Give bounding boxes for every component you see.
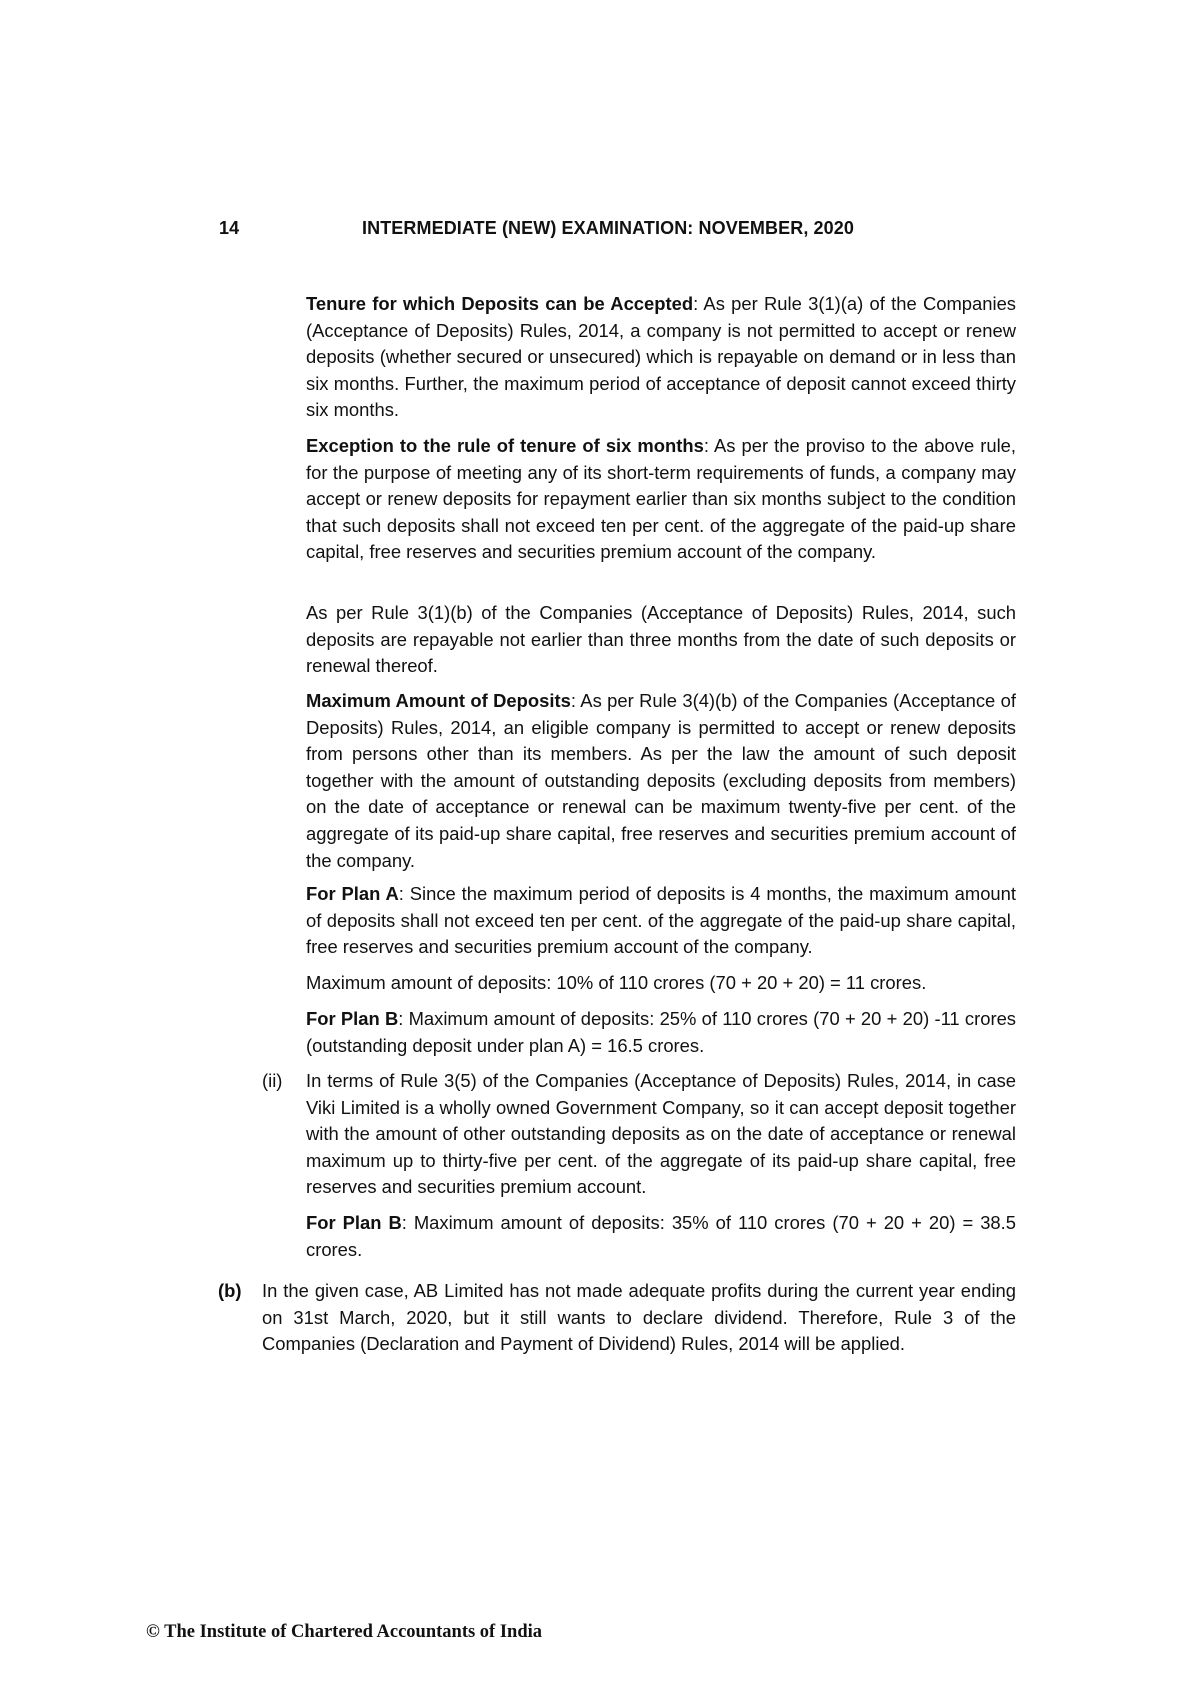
paragraph-heading: For Plan B: [306, 1008, 399, 1029]
paragraph-government-plan-b: [306, 1210, 1016, 1263]
paragraph-text: In terms of Rule 3(5) of the Companies (Acceptance of Deposits) Rules, 2014, in case Viki Limited is a wholly owned Government Company, so it can accept deposit together with the amount of other outstanding deposits as on the date of acceptance or renewal maximum up to thirty-five per cent. of the aggregate of its paid-up share capital, free reserves and securities premium account.: [306, 1070, 1016, 1198]
paragraph-text: Maximum amount of deposits: 10% of 110 crores (70 + 20 + 20) = 11 crores.: [306, 972, 927, 993]
paragraph-heading: For Plan A: [306, 883, 399, 904]
paragraph-text: : As per Rule 3(4)(b) of the Companies (Acceptance of Deposits) Rules, 2014, an eligible company is permitted to accept or renew deposits from persons other than its members. As per the law the amount of such deposit together with the amount of outstanding deposits (excluding deposits from members) on the date of acceptance or renewal can be maximum twenty-five per cent. of the aggregate of its paid-up share capital, free reserves and securities premium account of the company.: [306, 690, 1016, 871]
paragraph-heading: Exception to the rule of tenure of six months: [306, 435, 704, 456]
list-marker-ii: (ii): [262, 1070, 283, 1091]
paragraph-heading: Maximum Amount of Deposits: [306, 690, 571, 711]
page-number: 14: [219, 218, 240, 238]
paragraph-text: : Maximum amount of deposits: 35% of 110 crores (70 + 20 + 20) = 38.5 crores.: [306, 1212, 1016, 1260]
paragraph-text: As per Rule 3(1)(b) of the Companies (Acceptance of Deposits) Rules, 2014, such deposits are repayable not earlier than three months from the date of such deposits or renewal thereof.: [306, 602, 1016, 677]
paragraph-heading: Tenure for which Deposits can be Accepted: [306, 293, 694, 314]
paragraph-government-company: [306, 1068, 1016, 1201]
paragraph-text: In the given case, AB Limited has not made adequate profits during the current year ending on 31st March, 2020, but it still wants to declare dividend. Therefore, Rule 3 of the Companies (Declaration and Payment of Dividend) Rules, 2014 will be applied.: [262, 1280, 1016, 1355]
paragraph-exception: [306, 433, 1016, 566]
copyright-footer: © The Institute of Chartered Accountants of India: [146, 1622, 543, 1642]
paragraph-maximum-amount: [306, 688, 1016, 874]
paragraph-rule-3-1-b: [306, 600, 1016, 680]
paragraph-text: : As per the proviso to the above rule, for the purpose of meeting any of its short-term requirements of funds, a company may accept or renew deposits for repayment earlier than six months subject to the condition that such deposits shall not exceed ten per cent. of the aggregate of the paid-up share capital, free reserves and securities premium account of the company.: [306, 435, 1016, 563]
paragraph-dividend: [262, 1278, 1016, 1358]
paragraph-heading: For Plan B: [306, 1212, 402, 1233]
paragraph-plan-a-calculation: [306, 970, 1016, 997]
paragraph-text: : Since the maximum period of deposits is 4 months, the maximum amount of deposits shall not exceed ten per cent. of the aggregate of the paid-up share capital, free reserves and securities premium account of the company.: [306, 883, 1016, 958]
page-header: [0, 218, 1191, 248]
paragraph-text: : As per Rule 3(1)(a) of the Companies (Acceptance of Deposits) Rules, 2014, a company is not permitted to accept or renew deposits (whether secured or unsecured) which is repayable on demand or in less than six months. Further, the maximum period of acceptance of deposit cannot exceed thirty six months.: [306, 293, 1016, 421]
paragraph-tenure: [306, 291, 1016, 424]
paragraph-plan-b: [306, 1006, 1016, 1059]
paragraph-plan-a: [306, 881, 1016, 961]
list-marker-b: (b): [218, 1280, 242, 1301]
paragraph-text: : Maximum amount of deposits: 25% of 110 crores (70 + 20 + 20) -11 crores (outstanding deposit under plan A) = 16.5 crores.: [306, 1008, 1017, 1056]
page-title: INTERMEDIATE (NEW) EXAMINATION: NOVEMBER, 2020: [362, 218, 854, 238]
